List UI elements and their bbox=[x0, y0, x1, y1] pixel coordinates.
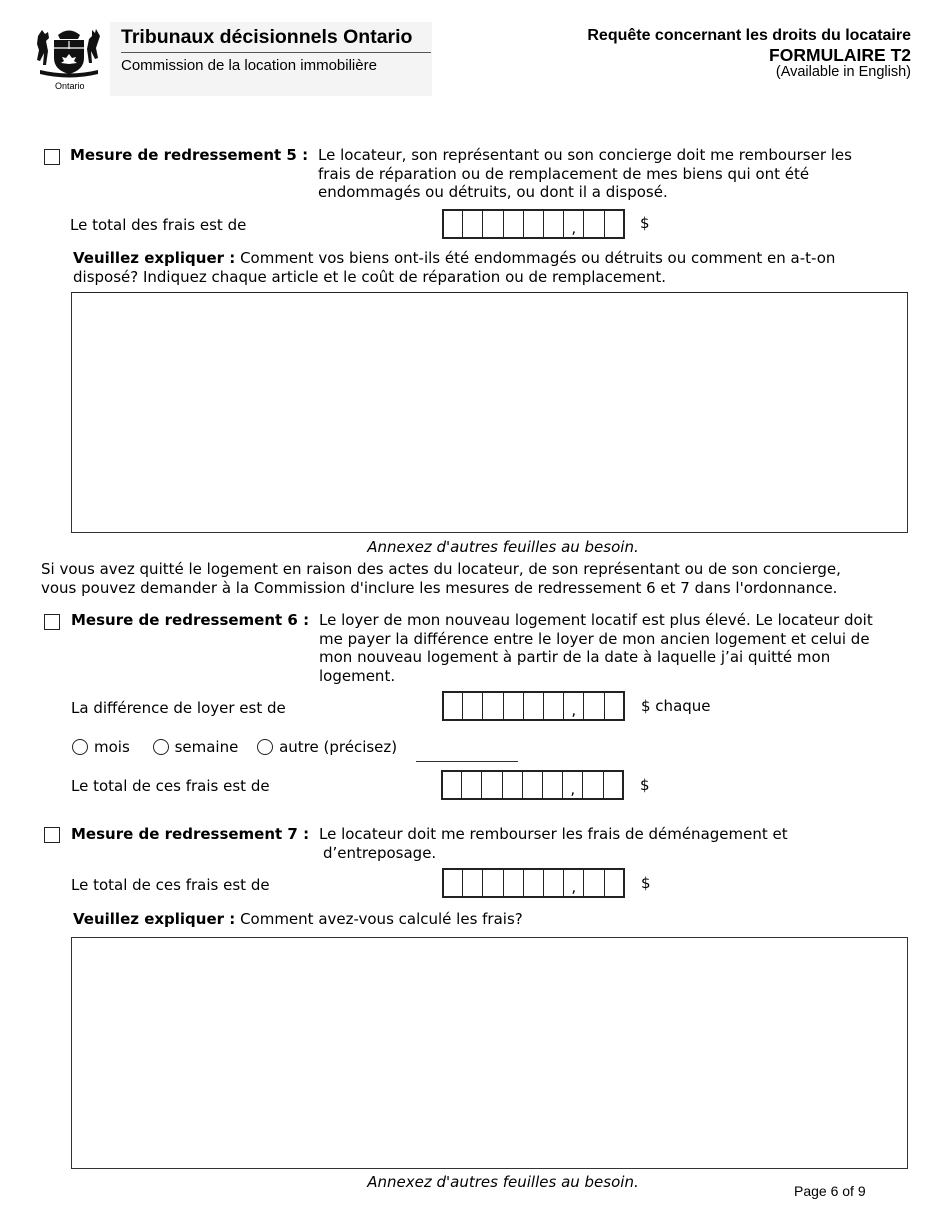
period-option-month[interactable] bbox=[72, 738, 130, 756]
text-line: me payer la différence entre le loyer de mon ancien logement et celui de bbox=[319, 629, 870, 648]
remedy-6-label: Mesure de redressement 6 : bbox=[71, 611, 310, 629]
form-code: FORMULAIRE T2 bbox=[769, 45, 911, 65]
coat-of-arms-icon bbox=[34, 26, 104, 82]
remedy-6-amount-field[interactable] bbox=[441, 770, 624, 800]
text-line: Le loyer de mon nouveau logement locatif est plus élevé. Le locateur doit bbox=[319, 611, 873, 629]
crest-caption: Ontario bbox=[55, 81, 85, 91]
text-line: endommagés ou détruits, ou dont il a disposé. bbox=[318, 183, 668, 201]
amount-separator: , bbox=[563, 869, 584, 897]
remedy-5-explanation-textarea[interactable] bbox=[71, 292, 908, 533]
english-note: (Available in English) bbox=[775, 64, 911, 80]
amount-separator: , bbox=[562, 771, 583, 799]
remedy-5-label: Mesure de redressement 5 : bbox=[70, 146, 309, 164]
form-title: Requête concernant les droits du locataire bbox=[587, 27, 911, 44]
radio-label: mois bbox=[94, 738, 130, 756]
board-name: Commission de la location immobilière bbox=[121, 57, 377, 74]
remedy-7-amount-field[interactable] bbox=[442, 868, 625, 898]
rent-difference-suffix: $ chaque bbox=[641, 697, 711, 715]
remedy-7-explanation-textarea[interactable] bbox=[71, 937, 908, 1169]
amount-separator: , bbox=[563, 692, 584, 720]
radio-button[interactable] bbox=[153, 739, 169, 755]
currency-symbol: $ bbox=[641, 874, 651, 892]
text-line: d’entreposage. bbox=[323, 843, 437, 862]
text-line: mon nouveau logement à partir de la date à laquelle j’ai quitté mon bbox=[319, 648, 831, 666]
remedy-6-description bbox=[319, 611, 873, 685]
rent-difference-field[interactable] bbox=[442, 691, 625, 721]
attach-note: Annexez d'autres feuilles au besoin. bbox=[367, 538, 639, 556]
moved-out-note bbox=[41, 560, 841, 597]
page-number: Page 6 of 9 bbox=[794, 1183, 866, 1199]
header-divider bbox=[121, 52, 431, 53]
remedy-5-explain bbox=[73, 249, 835, 286]
period-option-week[interactable] bbox=[153, 738, 239, 756]
radio-label: semaine bbox=[174, 738, 239, 756]
text-line: Le locateur, son représentant ou son concierge doit me rembourser les bbox=[318, 146, 852, 164]
period-option-other[interactable] bbox=[257, 738, 397, 756]
ontario-crest bbox=[34, 26, 104, 92]
text-line: vous pouvez demander à la Commission d'inclure les mesures de redressement 6 et 7 dans l'ordonnance. bbox=[41, 578, 838, 597]
remedy-5-amount-field[interactable] bbox=[442, 209, 625, 239]
remedy-5-total-label: Le total des frais est de bbox=[70, 216, 247, 234]
text-line: Le locateur doit me rembourser les frais de déménagement et bbox=[319, 825, 788, 843]
explain-label: Veuillez expliquer : bbox=[73, 249, 236, 267]
text-line: frais de réparation ou de remplacement de mes biens qui ont été bbox=[318, 164, 810, 183]
text-line: logement. bbox=[319, 666, 396, 685]
remedy-7-total-label: Le total de ces frais est de bbox=[71, 876, 270, 894]
rent-difference-label: La différence de loyer est de bbox=[71, 699, 286, 717]
amount-separator: , bbox=[563, 210, 584, 238]
explain-text: disposé? Indiquez chaque article et le coût de réparation ou de remplacement. bbox=[73, 267, 667, 286]
organization-name: Tribunaux décisionnels Ontario bbox=[121, 26, 413, 48]
explain-label: Veuillez expliquer : bbox=[73, 910, 236, 928]
currency-symbol: $ bbox=[640, 214, 650, 232]
remedy-5-description bbox=[318, 146, 852, 202]
other-period-input[interactable] bbox=[416, 744, 518, 762]
radio-button[interactable] bbox=[72, 739, 88, 755]
currency-symbol: $ bbox=[640, 776, 650, 794]
remedy-6-total-label: Le total de ces frais est de bbox=[71, 777, 270, 795]
period-options bbox=[72, 738, 397, 757]
remedy-7-description bbox=[319, 825, 788, 862]
remedy-6-checkbox[interactable] bbox=[44, 614, 60, 630]
explain-text: Comment vos biens ont-ils été endommagés ou détruits ou comment en a-t-on bbox=[240, 249, 836, 267]
radio-label: autre (précisez) bbox=[279, 738, 398, 756]
remedy-7-checkbox[interactable] bbox=[44, 827, 60, 843]
remedy-5-checkbox[interactable] bbox=[44, 149, 60, 165]
remedy-7-explain bbox=[73, 910, 523, 929]
attach-note: Annexez d'autres feuilles au besoin. bbox=[367, 1173, 639, 1191]
remedy-7-label: Mesure de redressement 7 : bbox=[71, 825, 310, 843]
radio-button[interactable] bbox=[257, 739, 273, 755]
explain-text: Comment avez-vous calculé les frais? bbox=[240, 910, 523, 928]
text-line: Si vous avez quitté le logement en raison des actes du locateur, de son représentant ou de son concierge, bbox=[41, 560, 841, 578]
